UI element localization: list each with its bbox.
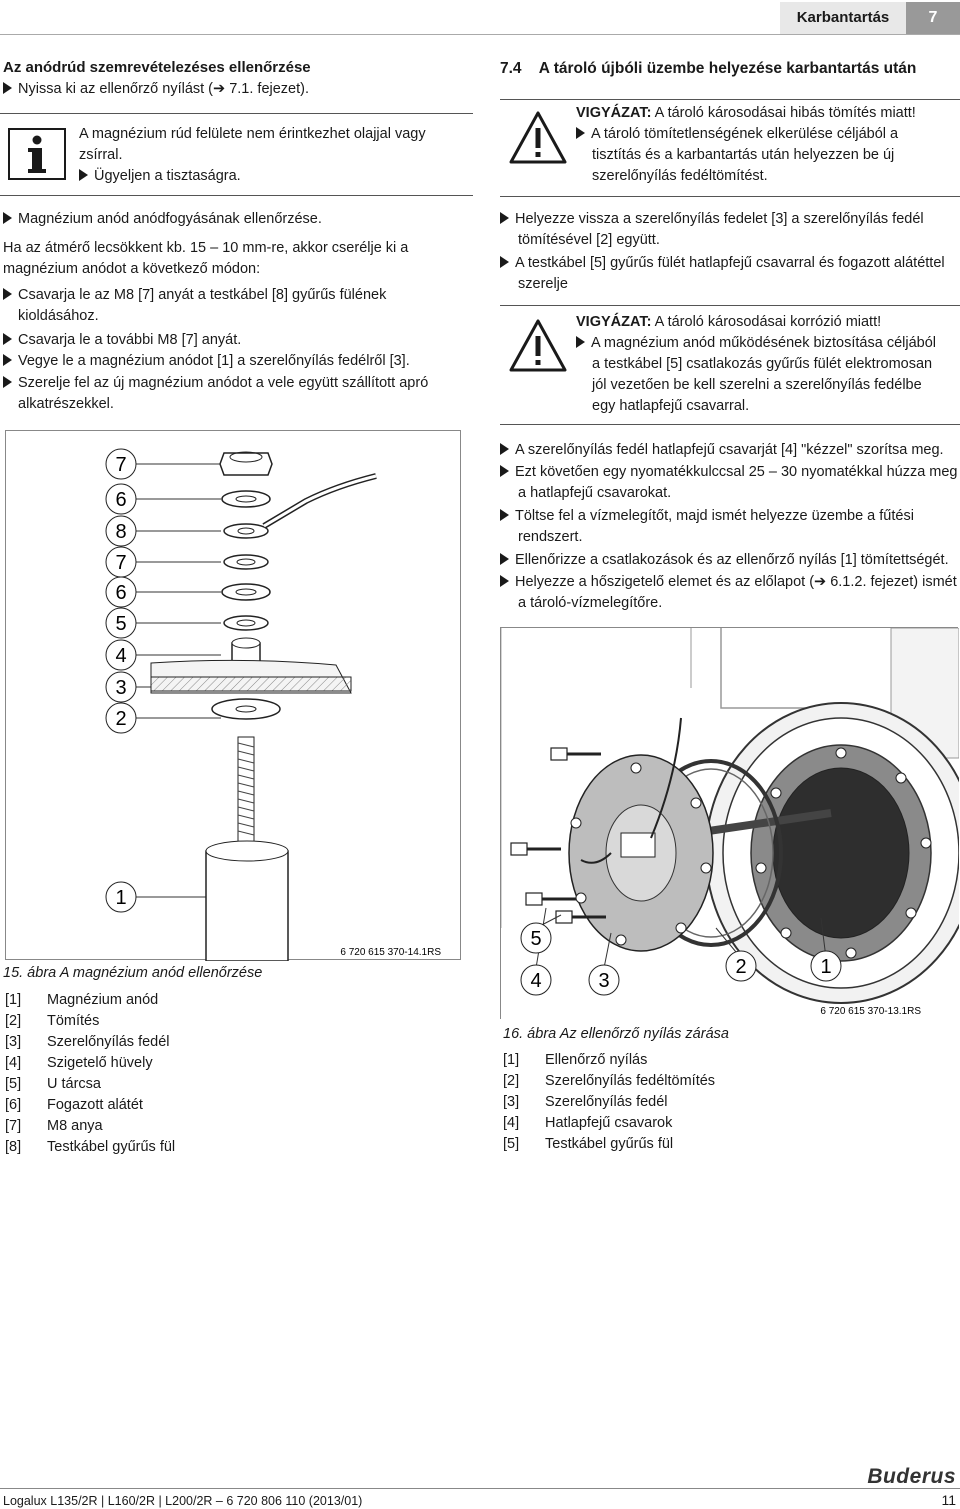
- refit-step-1-cont: tömítésével [2] együtt.: [518, 232, 660, 248]
- fig15-label: 5: [115, 613, 127, 635]
- para-line-1: Ha az átmérő lecsökkent kb. 15 – 10 mm-re, akkor cserélje ki a: [3, 240, 409, 256]
- refit-step-2-cont: szerelje: [518, 276, 568, 292]
- arrow-icon: [500, 465, 509, 477]
- footer-doc-info: Logalux L135/2R | L160/2R | L200/2R – 6 720 806 110 (2013/01): [3, 1494, 363, 1508]
- arrow-icon: [500, 212, 509, 224]
- right-heading: 7.4 A tároló újbóli üzembe helyezése karbantartás után: [500, 60, 917, 77]
- refit-step-3: A szerelőnyílás fedél hatlapfejű csavarját [4] "kézzel" szorítsa meg.: [500, 440, 944, 461]
- legend-item: [7] M8 anya: [5, 1118, 103, 1134]
- warning-1-title: VIGYÁZAT: A tároló károsodásai hibás tömítés miatt!: [576, 105, 916, 121]
- warning-2-step-cont: a testkábel [5] csatlakozás gyűrűs fülét elektromosan: [592, 356, 933, 372]
- replace-step-2: Csavarja le a további M8 [7] anyát.: [3, 330, 241, 351]
- section-tab: Karbantartás: [780, 2, 906, 34]
- arrow-icon: [500, 553, 509, 565]
- legend-item: [4] Hatlapfejű csavarok: [503, 1115, 673, 1131]
- warning-box-1: [500, 99, 960, 197]
- para-line-2: magnézium anódot a következő módon:: [3, 261, 261, 277]
- figure-16-opening-closure: [500, 627, 958, 1019]
- legend-item: [3] Szerelőnyílás fedél: [5, 1034, 170, 1050]
- warning-1-step-cont: szerelőnyílás fedéltömítést.: [592, 168, 768, 184]
- replace-step-1-cont: kioldásához.: [18, 308, 99, 324]
- arrow-right-icon: ➔: [213, 81, 226, 97]
- legend-item: [4] Szigetelő hüvely: [5, 1055, 153, 1071]
- fig16-label: 2: [735, 956, 747, 978]
- arrow-right-icon: ➔: [814, 574, 827, 590]
- arrow-icon: [3, 288, 12, 300]
- figure-16-caption: 16. ábra Az ellenőrző nyílás zárása: [503, 1026, 729, 1042]
- fig15-label: 7: [115, 454, 127, 476]
- refit-step-1: Helyezze vissza a szerelőnyílás fedelet [3] a szerelőnyílás fedél: [500, 209, 924, 230]
- fig16-label: 1: [820, 956, 832, 978]
- arrow-icon: [500, 509, 509, 521]
- warning-2-step-cont: jól vezetően be kell szerelni a szerelőnyílás fedélbe: [592, 377, 922, 393]
- header-rule: [0, 34, 960, 35]
- info-line-1: A magnézium rúd felülete nem érintkezhet olajjal vagy: [79, 126, 426, 142]
- refit-step-7-cont: a tároló-vízmelegítőre.: [518, 595, 663, 611]
- info-box: [0, 113, 473, 196]
- legend-item: [1] Magnézium anód: [5, 992, 159, 1008]
- replace-step-1: Csavarja le az M8 [7] anyát a testkábel [8] gyűrűs fülének: [3, 285, 386, 306]
- info-line-2: zsírral.: [79, 147, 123, 163]
- arrow-icon: [576, 336, 585, 348]
- anode-exploded-drawing: [6, 431, 462, 961]
- fig16-label: 3: [598, 970, 610, 992]
- legend-item: [2] Tömítés: [5, 1013, 100, 1029]
- refit-step-4-cont: a hatlapfejű csavarokat.: [518, 485, 672, 501]
- fig15-label: 3: [115, 677, 127, 699]
- fig15-label: 7: [115, 552, 127, 574]
- fig15-label: 2: [115, 708, 127, 730]
- refit-step-5: Töltse fel a vízmelegítőt, majd ismét helyezze üzembe a fűtési: [500, 506, 914, 527]
- warning-1-step: A tároló tömítetlenségének elkerülése céljából a: [576, 124, 898, 145]
- arrow-icon: [500, 575, 509, 587]
- fig15-label: 1: [115, 887, 127, 909]
- warning-icon: [508, 318, 568, 373]
- warning-2-title: VIGYÁZAT: A tároló károsodásai korrózió miatt!: [576, 314, 882, 330]
- warning-box-2: [500, 305, 960, 425]
- fig15-label: 4: [115, 645, 127, 667]
- legend-item: [2] Szerelőnyílás fedéltömítés: [503, 1073, 716, 1089]
- legend-item: [5] U tárcsa: [5, 1076, 101, 1092]
- legend-item: [1] Ellenőrző nyílás: [503, 1052, 648, 1068]
- warning-1-step-cont: tisztítás és a karbantartás után helyezzen be új: [592, 147, 895, 163]
- fig15-label: 6: [115, 489, 127, 511]
- figure-15-anode-exploded: [5, 430, 461, 960]
- arrow-icon: [500, 443, 509, 455]
- step-check-anode: Magnézium anód anódfogyásának ellenőrzése.: [3, 209, 322, 230]
- refit-step-2: A testkábel [5] gyűrűs fülét hatlapfejű csavarral és fogazott alátéttel: [500, 253, 945, 274]
- arrow-icon: [3, 376, 12, 388]
- arrow-icon: [500, 256, 509, 268]
- legend-item: [6] Fogazott alátét: [5, 1097, 143, 1113]
- warning-icon: [508, 110, 568, 165]
- refit-step-4: Ezt követően egy nyomatékkulccsal 25 – 30 nyomatékkal húzza meg: [500, 462, 958, 483]
- refit-step-5-cont: rendszert.: [518, 529, 583, 545]
- page-number: 11: [941, 1492, 956, 1508]
- fig16-code: 6 720 615 370-13.1RS: [820, 1006, 921, 1017]
- footer-rule: [0, 1488, 960, 1489]
- chapter-number: 7: [906, 2, 960, 34]
- replace-step-3: Vegye le a magnézium anódot [1] a szerelőnyílás fedélről [3].: [3, 351, 410, 372]
- arrow-icon: [79, 169, 88, 181]
- refit-step-7: Helyezze a hőszigetelő elemet és az előlapot (➔ 6.1.2. fejezet) ismét: [500, 572, 957, 593]
- left-heading: Az anódrúd szemrevételezéses ellenőrzése: [3, 59, 311, 76]
- arrow-icon: [3, 82, 12, 94]
- buderus-logo: Buderus: [867, 1465, 956, 1488]
- replace-step-4: Szerelje fel az új magnézium anódot a vele együtt szállított apró: [3, 373, 428, 394]
- arrow-icon: [3, 212, 12, 224]
- info-step: Ügyeljen a tisztaságra.: [79, 166, 241, 187]
- fig15-label: 6: [115, 582, 127, 604]
- warning-2-step-cont: egy hatlapfejű csavarral.: [592, 398, 750, 414]
- warning-2-step: A magnézium anód működésének biztosítása céljából: [576, 333, 936, 354]
- fig15-code: 6 720 615 370-14.1RS: [340, 947, 441, 958]
- arrow-icon: [3, 354, 12, 366]
- info-icon: [8, 128, 66, 180]
- step-open-opening: Nyissa ki az ellenőrző nyílást (➔ 7.1. fejezet).: [3, 79, 309, 100]
- legend-item: [5] Testkábel gyűrűs fül: [503, 1136, 674, 1152]
- fig16-label: 5: [530, 928, 542, 950]
- opening-closure-drawing: [501, 628, 959, 1020]
- arrow-icon: [3, 333, 12, 345]
- replace-step-4-cont: alkatrészekkel.: [18, 396, 114, 412]
- fig16-label: 4: [530, 970, 542, 992]
- fig15-label: 8: [115, 521, 127, 543]
- refit-step-6: Ellenőrizze a csatlakozások és az ellenőrző nyílás [1] tömítettségét.: [500, 550, 949, 571]
- arrow-icon: [576, 127, 585, 139]
- legend-item: [8] Testkábel gyűrűs fül: [5, 1139, 176, 1155]
- figure-15-caption: 15. ábra A magnézium anód ellenőrzése: [3, 965, 263, 981]
- legend-item: [3] Szerelőnyílás fedél: [503, 1094, 668, 1110]
